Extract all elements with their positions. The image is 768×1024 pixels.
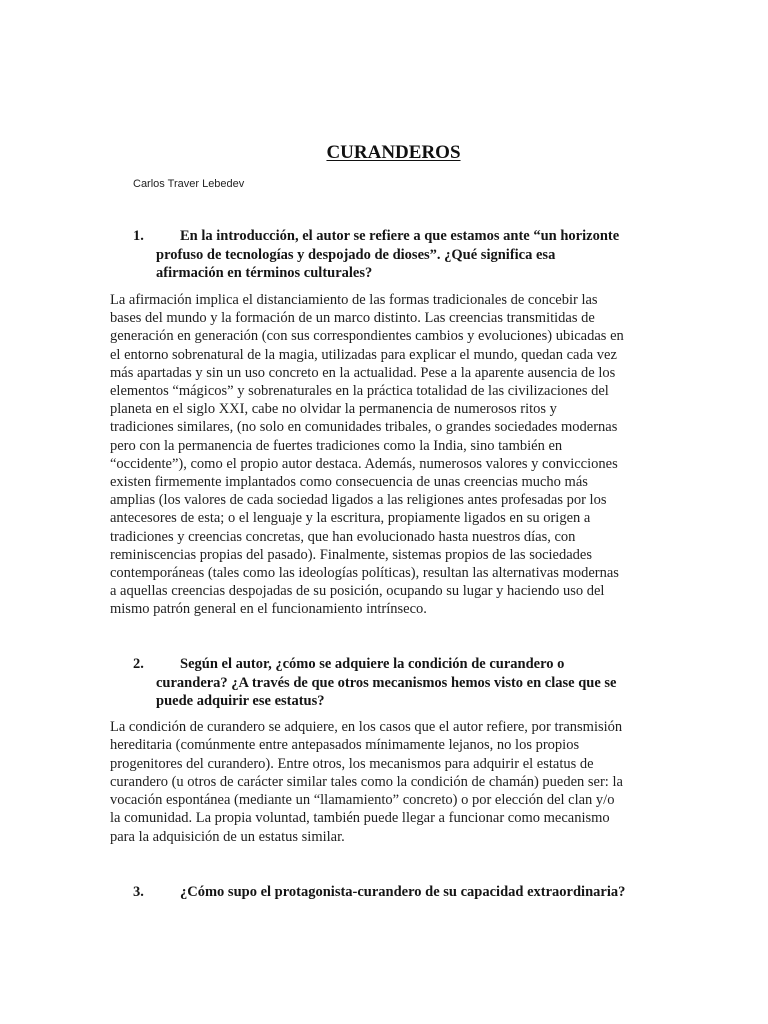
answer-line: bases del mundo y la formación de un marco distinto. Las creencias transmitidas de	[110, 310, 595, 327]
question-number: 1.	[133, 228, 144, 244]
question-line: En la introducción, el autor se refiere a que estamos ante “un horizonte	[180, 228, 620, 244]
answer-2	[110, 718, 623, 846]
question-line: afirmación en términos culturales?	[156, 265, 373, 281]
answer-line: hereditaria (comúnmente entre antepasados mínimamente lejanos, no los propios	[110, 737, 580, 754]
question-3	[0, 883, 768, 902]
answer-line: tradiciones y creencias concretas, que han evolucionado hasta nuestros días, con	[110, 528, 576, 545]
answer-line: pero con la permanencia de fuertes tradiciones como la India, sino también en	[110, 437, 563, 454]
question-number: 3.	[133, 884, 144, 900]
answer-line: amplias (los valores de cada sociedad ligados a las religiones antes profesadas por los	[110, 492, 607, 509]
answer-line: progenitores del curandero). Entre otros, los mecanismos para adquirir el estatus de	[110, 755, 594, 772]
answer-line: vocación espontánea (mediante un “llamamiento” concreto) o por elección del clan y/o	[110, 792, 615, 809]
author-name: Carlos Traver Lebedev	[133, 178, 245, 190]
answer-line: la comunidad. La propia voluntad, también puede llegar a funcionar como mecanismo	[110, 810, 610, 827]
question-line: ¿Cómo supo el protagonista-curandero de su capacidad extraordinaria?	[180, 884, 626, 900]
answer-line: tradiciones similares, (no solo en comunidades tribales, o grandes sociedades modernas	[110, 419, 618, 436]
document-title: CURANDEROS	[326, 142, 461, 163]
question-1	[0, 227, 768, 283]
answer-line: La condición de curandero se adquiere, en los casos que el autor refiere, por transmisión	[110, 719, 623, 735]
answer-line: reminiscencias propias del pasado). Finalmente, sistemas propios de las sociedades	[110, 546, 592, 563]
question-2	[0, 655, 768, 711]
answer-line: el entorno sobrenatural de la magia, utilizadas para explicar el mundo, quedan cada vez	[110, 346, 617, 363]
answer-line: existen firmemente implantados como consecuencia de unas creencias mucho más	[110, 474, 588, 491]
answer-line: “occidente”), como el propio autor destaca. Además, numerosos valores y convicciones	[110, 455, 618, 472]
answer-line: curandero (u otros de carácter similar tales como la condición de chamán) pueden ser: la	[110, 773, 623, 790]
question-number: 2.	[133, 656, 144, 672]
answer-line: mismo patrón general en el funcionamiento intrínseco.	[110, 601, 427, 618]
question-line: curandera? ¿A través de que otros mecanismos hemos visto en clase que se	[156, 674, 617, 691]
question-line: profuso de tecnologías y despojado de dioses”. ¿Qué significa esa	[156, 246, 556, 263]
answer-line: a aquellas creencias despojadas de su posición, ocupando su lugar y haciendo uso del	[110, 583, 605, 600]
answer-1	[110, 291, 624, 619]
question-line: Según el autor, ¿cómo se adquiere la condición de curandero o	[180, 656, 565, 672]
answer-line: más apartadas y sin un uso concreto en la actualidad. Pese a la aparente ausencia de los	[110, 364, 616, 381]
answer-line: elementos “mágicos” y sobrenaturales en la práctica totalidad de las civilizaciones del	[110, 383, 609, 400]
answer-line: contemporáneas (tales como las ideologías políticas), resultan las alternativas modernas	[110, 565, 619, 582]
answer-line: para la adquisición de un estatus similar.	[110, 828, 345, 845]
question-line: puede adquirir ese estatus?	[156, 693, 325, 709]
answer-line: planeta en el siglo XXI, cabe no olvidar la permanencia de numerosos ritos y	[110, 401, 557, 418]
answer-line: La afirmación implica el distanciamiento de las formas tradicionales de concebir las	[110, 292, 598, 308]
answer-line: antecesores de esta; o el lenguaje y la escritura, propiamente ligados en su origen a	[110, 510, 591, 527]
answer-line: generación en generación (con sus correspondientes cambios y evoluciones) ubicadas en	[110, 328, 624, 345]
